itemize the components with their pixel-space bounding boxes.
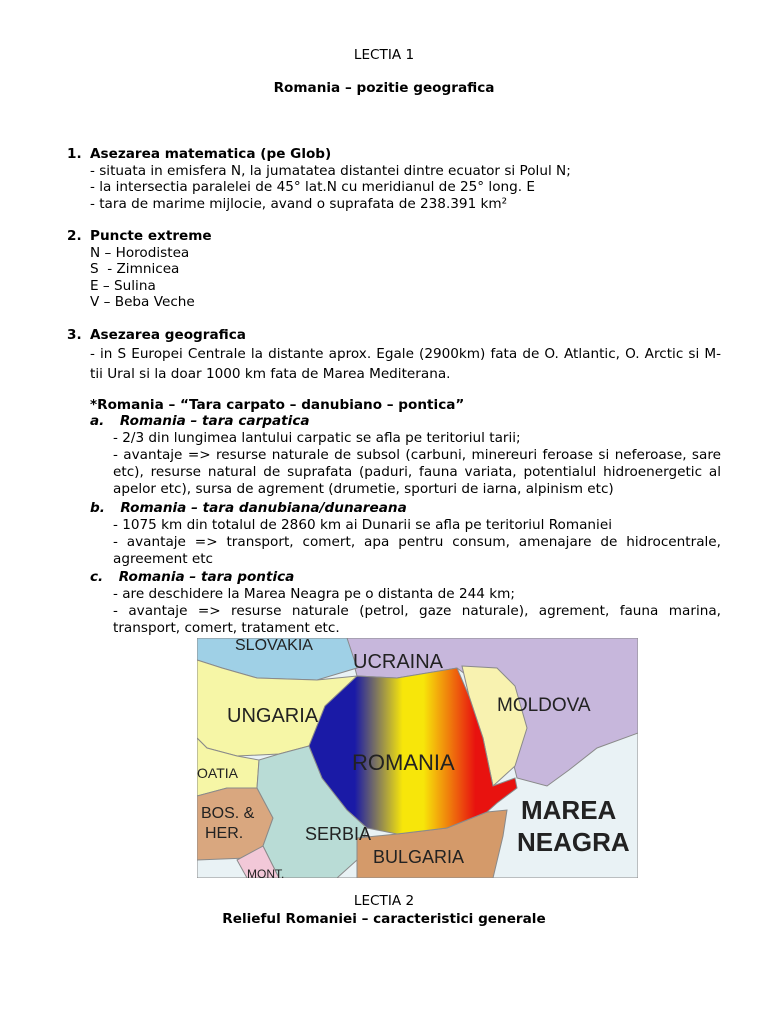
text-line: N – Horodistea [90, 244, 190, 261]
section-number: 2. [67, 228, 82, 244]
text-line: - in S Europei Centrale la distante aprox. Egale (2900km) fata de O. Atlantic, O. Arctic si M- [90, 345, 721, 362]
section-number: 3. [67, 327, 82, 343]
item-title: Romania – tara danubiana/dunareana [120, 500, 407, 516]
lesson-title: LECTIA 1 [353, 47, 415, 63]
item-title: Romania – tara pontica [118, 569, 295, 585]
lesson-2-subtitle: Relieful Romaniei – caracteristici generale [222, 911, 546, 927]
section-number: 1. [67, 146, 82, 162]
text-line: S - Zimnicea [90, 261, 180, 277]
item-label: c. [90, 569, 104, 585]
label-croatia: OATIA [197, 765, 238, 781]
text-line: - avantaje => resurse naturale (petrol, gaze naturale), agrement, fauna marina, [113, 603, 721, 619]
label-slovakia: SLOVAKIA [235, 638, 313, 654]
text-line: - situata in emisfera N, la jumatatea distantei dintre ecuator si Polul N; [90, 162, 571, 179]
label-moldova: MOLDOVA [497, 695, 591, 716]
section-2 [90, 228, 721, 311]
text-line: - avantaje => transport, comert, apa pentru consum, amenajare de hidrocentrale, [113, 534, 721, 550]
label-bulgaria: BULGARIA [373, 847, 465, 867]
text-line: etc), resurse natural de suprafata (paduri, fauna variata, potentialul hidroenergetic al [113, 464, 721, 480]
section-heading: Asezarea geografica [90, 327, 246, 343]
label-neagra: NEAGRA [517, 827, 630, 857]
text-line: apelor etc), sursa de agrement (drumetie, sporturi de iarna, alpinism etc) [113, 481, 614, 497]
section-1 [90, 146, 721, 212]
motto: *Romania – “Tara carpato – danubiano – pontica” [90, 397, 465, 413]
item-a-text [113, 430, 721, 498]
label-bosnia-2: HER. [205, 825, 244, 842]
lesson-2-title: LECTIA 2 [353, 893, 415, 909]
text-line: - 1075 km din totalul de 2860 km ai Dunarii se afla pe teritoriul Romaniei [113, 517, 612, 533]
item-label: b. [90, 500, 105, 516]
item-c-text [113, 586, 721, 637]
item-title: Romania – tara carpatica [119, 413, 310, 429]
lesson-subtitle: Romania – pozitie geografica [273, 80, 495, 96]
label-montenegro: MONT. [247, 867, 285, 878]
text-line: - tara de marime mijlocie, avand o suprafata de 238.391 km² [90, 195, 508, 212]
label-serbia: SERBIA [305, 824, 372, 844]
item-label: a. [90, 413, 105, 429]
label-ungaria: UNGARIA [227, 705, 319, 727]
text-line: - avantaje => resurse naturale de subsol (carbuni, minereuri feroase si neferoase, sare [113, 447, 721, 463]
text-line: - 2/3 din lungimea lantului carpatic se afla pe teritoriul tarii; [113, 430, 521, 446]
text-line: transport, comert, tratament etc. [113, 620, 340, 636]
label-ucraina: UCRAINA [353, 651, 444, 673]
item-b-text [113, 517, 721, 568]
text-line: tii Ural si la doar 1000 km fata de Marea Mediterana. [90, 365, 451, 382]
label-romania: ROMANIA [352, 750, 455, 775]
section-heading: Asezarea matematica (pe Glob) [90, 146, 332, 162]
text-line: - are deschidere la Marea Neagra pe o distanta de 244 km; [113, 586, 515, 602]
section-heading: Puncte extreme [90, 228, 212, 244]
text-line: - la intersectia paralelei de 45° lat.N cu meridianul de 25° long. E [90, 179, 535, 195]
text-line: V – Beba Veche [90, 294, 195, 310]
romania-map [197, 638, 638, 878]
text-line: agreement etc [113, 551, 214, 567]
text-line: E – Sulina [90, 277, 156, 294]
label-marea: MAREA [521, 795, 617, 825]
label-bosnia-1: BOS. & [201, 805, 255, 822]
section-3 [90, 327, 721, 384]
